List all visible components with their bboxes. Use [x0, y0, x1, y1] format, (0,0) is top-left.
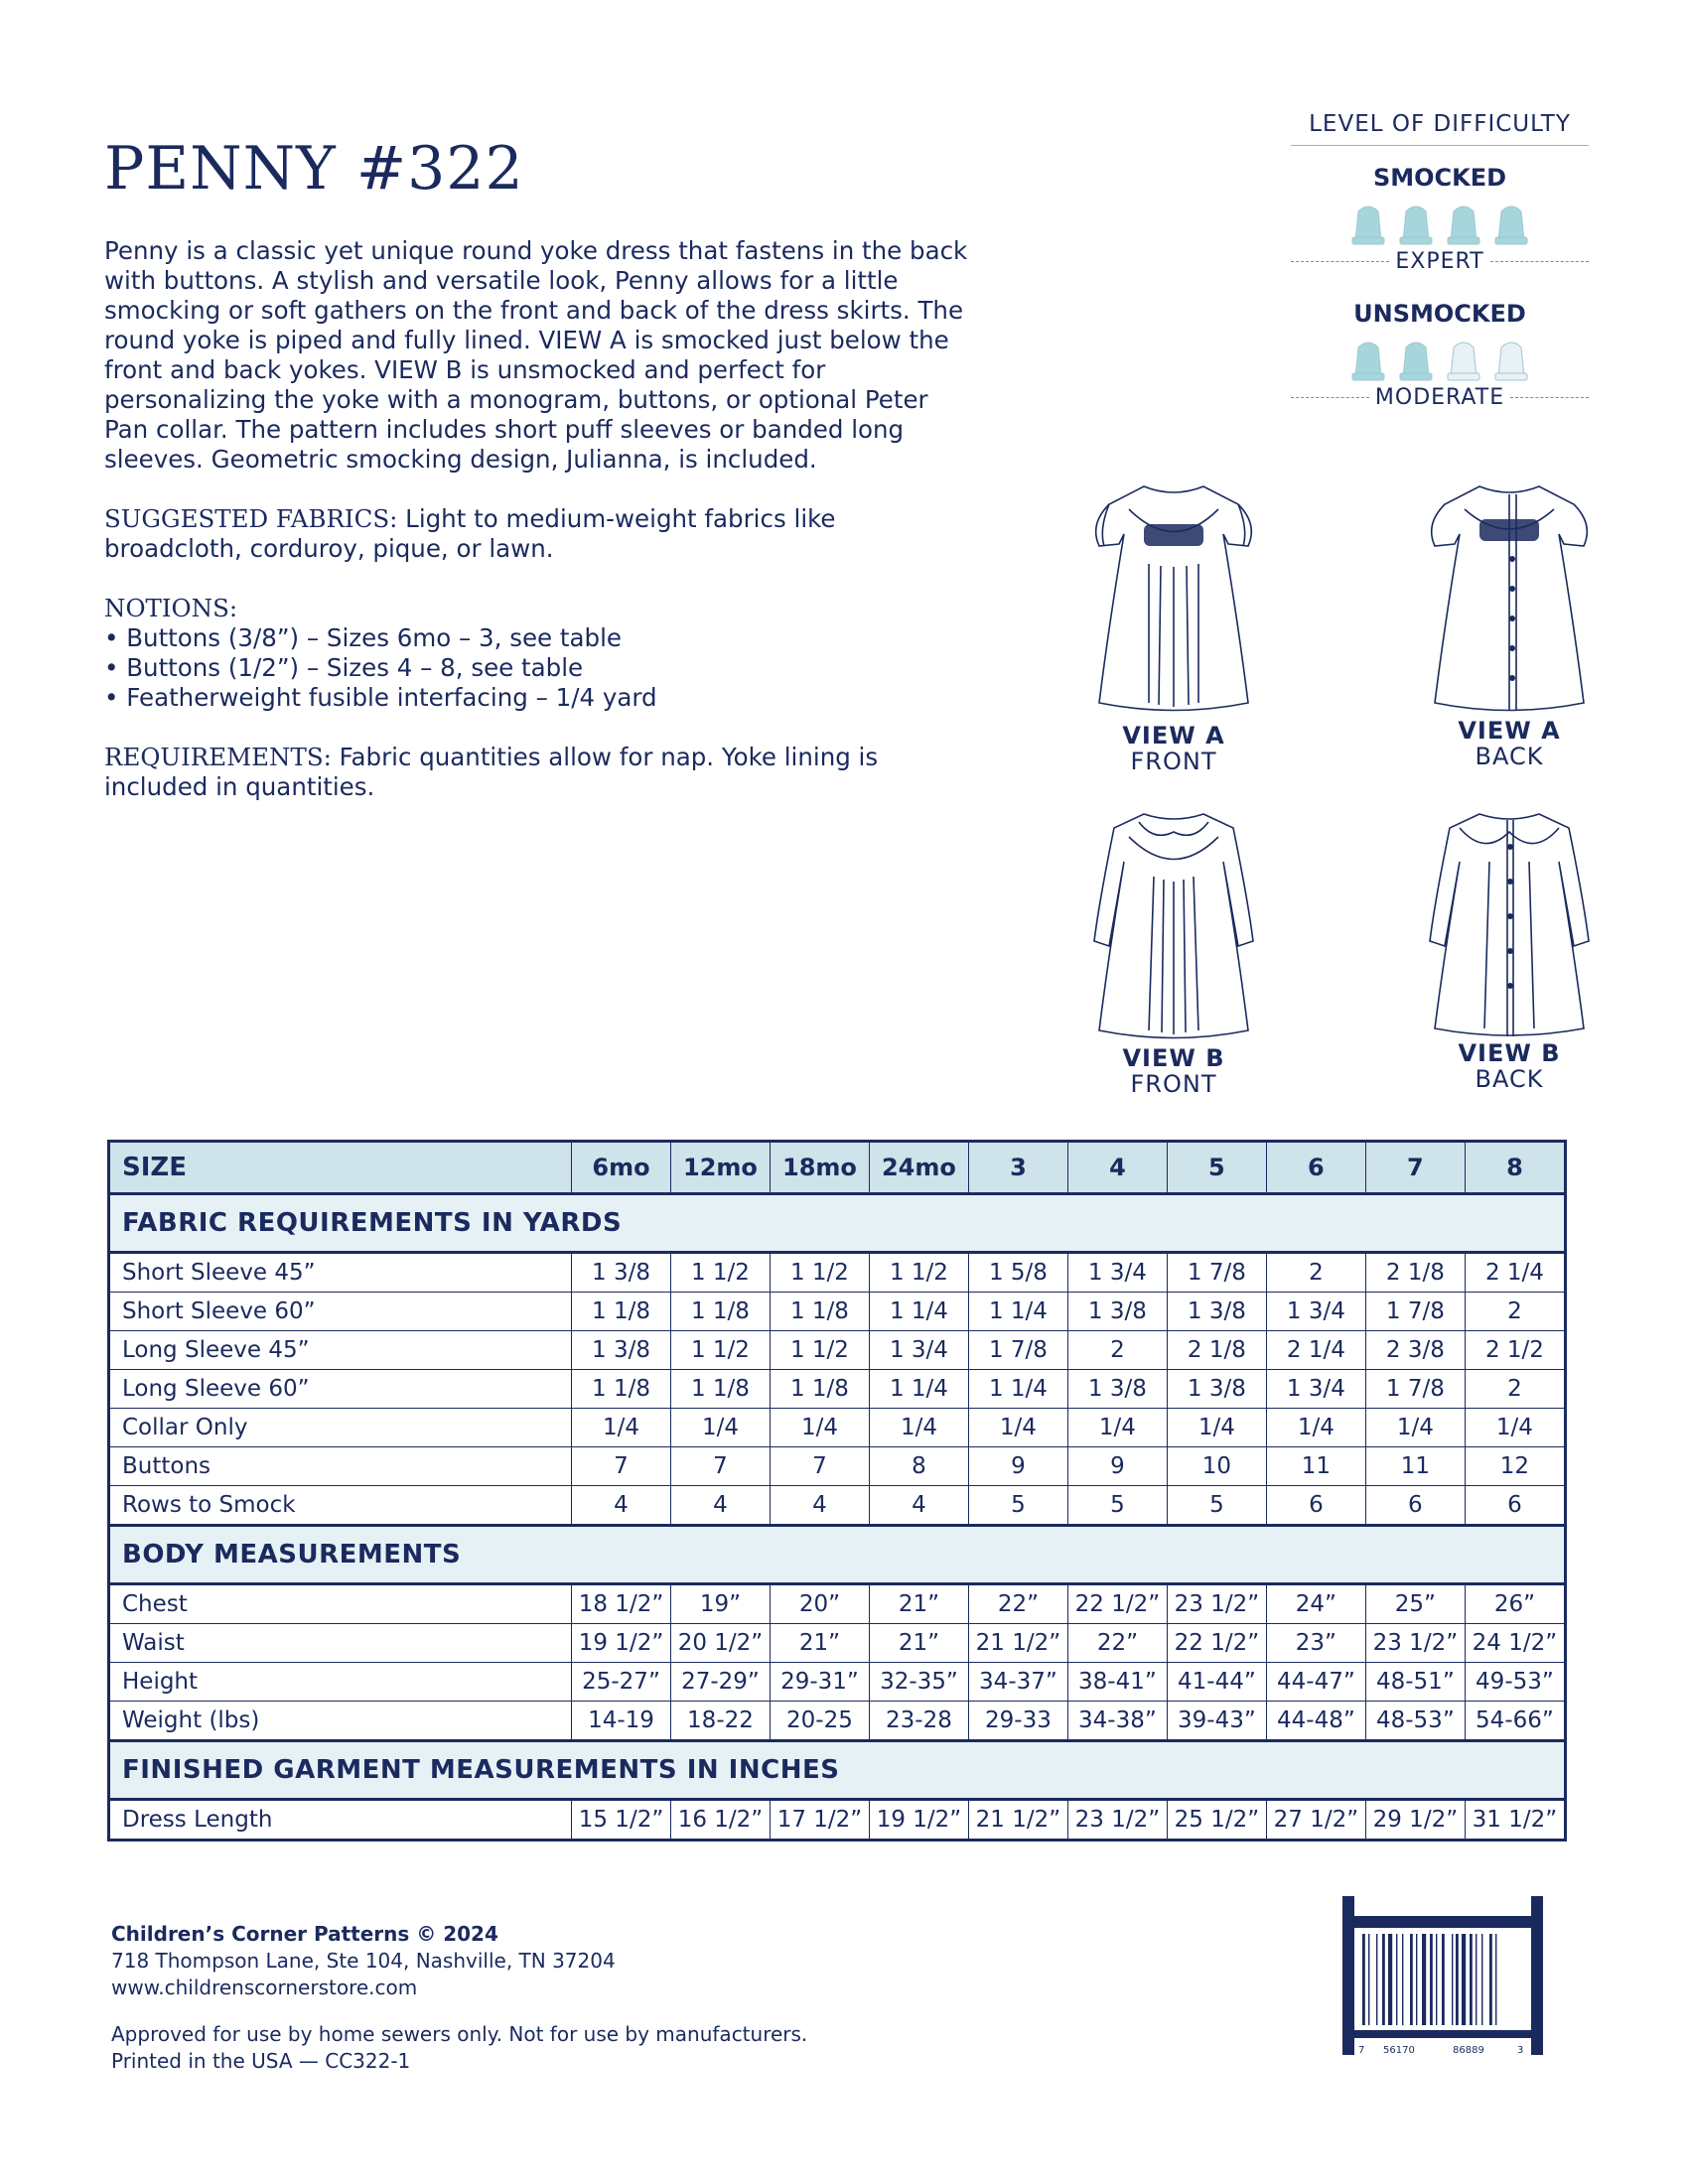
table-cell: 1 7/8	[1167, 1253, 1266, 1293]
table-cell: 1/4	[770, 1409, 869, 1447]
table-cell: 1 3/8	[1167, 1370, 1266, 1409]
barcode-bar	[1456, 1934, 1459, 2025]
barcode-graphic	[1338, 1896, 1547, 2055]
table-row-label: Height	[109, 1663, 572, 1702]
notions	[104, 594, 978, 713]
size-header-cell: 4	[1067, 1142, 1167, 1194]
table-cell: 44-47”	[1266, 1663, 1365, 1702]
table-row-label: Rows to Smock	[109, 1486, 572, 1526]
table-cell: 2 1/4	[1266, 1331, 1365, 1370]
table-cell: 1 3/8	[572, 1331, 671, 1370]
table-cell: 38-41”	[1067, 1663, 1167, 1702]
table-section-row	[109, 1194, 1566, 1253]
table-cell: 1 3/8	[572, 1253, 671, 1293]
requirements	[104, 743, 978, 802]
table-cell: 18-22	[670, 1702, 770, 1741]
table-cell: 1/4	[968, 1409, 1067, 1447]
table-cell: 2 1/2	[1465, 1331, 1565, 1370]
table-cell: 1 1/8	[670, 1370, 770, 1409]
table-cell: 2	[1266, 1253, 1365, 1293]
thimble-filled-icon	[1349, 338, 1387, 381]
table-cell: 11	[1266, 1447, 1365, 1486]
table-cell: 1/4	[670, 1409, 770, 1447]
table-cell: 1 1/2	[869, 1253, 968, 1293]
table-section-title: FINISHED GARMENT MEASUREMENTS IN INCHES	[109, 1741, 1566, 1800]
table-section-title: FABRIC REQUIREMENTS IN YARDS	[109, 1194, 1566, 1253]
notions-item: • Buttons (1/2”) – Sizes 4 – 8, see table	[104, 653, 584, 682]
table-cell: 29 1/2”	[1365, 1800, 1465, 1841]
requirements-text: Fabric quantities allow for nap. Yoke lining is included in quantities.	[104, 743, 879, 801]
table-cell: 6	[1465, 1486, 1565, 1526]
table-cell: 7	[770, 1447, 869, 1486]
suggested-fabrics	[104, 504, 978, 564]
table-cell: 1 1/4	[869, 1293, 968, 1331]
table-cell: 1 3/4	[1266, 1293, 1365, 1331]
table-row	[109, 1409, 1566, 1447]
size-chart	[107, 1140, 1567, 1842]
table-row-label: Waist	[109, 1624, 572, 1663]
table-cell: 1 1/4	[968, 1293, 1067, 1331]
view-b-front-label: VIEW B	[1122, 1044, 1225, 1072]
view-a-back-side: BACK	[1475, 743, 1544, 770]
barcode-bar	[1416, 1934, 1417, 2025]
table-cell: 21 1/2”	[968, 1624, 1067, 1663]
dress-view-a-back-illustration	[1425, 475, 1594, 718]
table-cell: 19”	[670, 1584, 770, 1624]
view-b-back	[1410, 802, 1609, 1092]
table-cell: 4	[869, 1486, 968, 1526]
table-cell: 15 1/2”	[572, 1800, 671, 1841]
table-cell: 2 1/4	[1465, 1253, 1565, 1293]
table-cell: 49-53”	[1465, 1663, 1565, 1702]
smocked-level-row	[1291, 249, 1589, 274]
view-a-front-label: VIEW A	[1122, 722, 1225, 750]
view-b-back-side: BACK	[1475, 1065, 1544, 1093]
size-header-cell: 12mo	[670, 1142, 770, 1194]
table-row-label: Collar Only	[109, 1409, 572, 1447]
barcode-digit: 86889	[1453, 2045, 1484, 2055]
table-row-label: Short Sleeve 60”	[109, 1293, 572, 1331]
table-cell: 24”	[1266, 1584, 1365, 1624]
table-cell: 25”	[1365, 1584, 1465, 1624]
table-cell: 1 3/8	[1067, 1293, 1167, 1331]
table-cell: 1/4	[1167, 1409, 1266, 1447]
notions-label: NOTIONS:	[104, 594, 238, 622]
table-cell: 8	[869, 1447, 968, 1486]
thimble-filled-icon	[1349, 202, 1387, 245]
smocked-level: EXPERT	[1395, 249, 1484, 274]
thimble-filled-icon	[1397, 202, 1435, 245]
table-cell: 48-51”	[1365, 1663, 1465, 1702]
table-cell: 22 1/2”	[1167, 1624, 1266, 1663]
table-cell: 11	[1365, 1447, 1465, 1486]
table-row-label: Dress Length	[109, 1800, 572, 1841]
size-header-row	[109, 1142, 1566, 1194]
table-cell: 2 1/8	[1365, 1253, 1465, 1293]
table-cell: 4	[572, 1486, 671, 1526]
table-cell: 1 1/4	[869, 1370, 968, 1409]
dress-view-a-front-illustration	[1089, 475, 1258, 723]
table-cell: 44-48”	[1266, 1702, 1365, 1741]
table-row-label: Short Sleeve 45”	[109, 1253, 572, 1293]
table-cell: 1 7/8	[1365, 1293, 1465, 1331]
dress-view-b-front-illustration	[1084, 802, 1263, 1045]
barcode-bar	[1442, 1934, 1445, 2025]
barcode-bar	[1422, 1934, 1426, 2025]
table-row	[109, 1702, 1566, 1741]
size-header-label: SIZE	[109, 1142, 572, 1194]
difficulty-panel	[1291, 111, 1589, 410]
table-cell: 21 1/2”	[968, 1800, 1067, 1841]
table-cell: 25 1/2”	[1167, 1800, 1266, 1841]
table-cell: 20 1/2”	[670, 1624, 770, 1663]
table-cell: 20-25	[770, 1702, 869, 1741]
table-cell: 26”	[1465, 1584, 1565, 1624]
company-website[interactable]: www.childrenscornerstore.com	[111, 1976, 418, 1999]
thimble-filled-icon	[1492, 202, 1530, 245]
view-a-front	[1074, 475, 1273, 774]
view-a-back	[1410, 475, 1609, 769]
table-cell: 1 1/8	[572, 1293, 671, 1331]
table-cell: 1 1/8	[770, 1370, 869, 1409]
table-cell: 1 3/4	[1067, 1253, 1167, 1293]
barcode-bar	[1382, 1934, 1385, 2025]
thimble-empty-icon	[1492, 338, 1530, 381]
smocked-rating	[1291, 202, 1589, 245]
table-cell: 4	[770, 1486, 869, 1526]
table-cell: 39-43”	[1167, 1702, 1266, 1741]
view-b-front-side: FRONT	[1130, 1070, 1217, 1098]
table-cell: 1 5/8	[968, 1253, 1067, 1293]
table-cell: 1/4	[1465, 1409, 1565, 1447]
table-cell: 2 3/8	[1365, 1331, 1465, 1370]
table-cell: 1 1/2	[670, 1253, 770, 1293]
difficulty-title: LEVEL OF DIFFICULTY	[1291, 111, 1589, 146]
barcode-bar	[1388, 1934, 1392, 2025]
footer	[111, 1921, 807, 2075]
table-cell: 23-28	[869, 1702, 968, 1741]
barcode-bar	[1462, 1934, 1466, 2025]
barcode-digit: 7	[1358, 2045, 1365, 2055]
notions-item: • Featherweight fusible interfacing – 1/4 yard	[104, 683, 657, 712]
description-block	[104, 236, 978, 832]
table-cell: 24 1/2”	[1465, 1624, 1565, 1663]
table-cell: 4	[670, 1486, 770, 1526]
barcode	[1338, 1896, 1547, 2059]
table-cell: 14-19	[572, 1702, 671, 1741]
table-section-title: BODY MEASUREMENTS	[109, 1526, 1566, 1584]
table-row	[109, 1624, 1566, 1663]
table-cell: 34-37”	[968, 1663, 1067, 1702]
table-cell: 23”	[1266, 1624, 1365, 1663]
table-cell: 2	[1067, 1331, 1167, 1370]
barcode-digit: 3	[1517, 2045, 1524, 2055]
table-cell: 5	[1167, 1486, 1266, 1526]
table-cell: 23 1/2”	[1365, 1624, 1465, 1663]
table-cell: 7	[572, 1447, 671, 1486]
table-row	[109, 1486, 1566, 1526]
dress-view-b-back-illustration	[1420, 802, 1599, 1040]
table-cell: 7	[670, 1447, 770, 1486]
table-cell: 5	[1067, 1486, 1167, 1526]
barcode-bar	[1396, 1934, 1397, 2025]
barcode-bottom-bar	[1348, 2030, 1537, 2038]
notions-list	[104, 623, 978, 713]
table-cell: 1 7/8	[968, 1331, 1067, 1370]
size-header-cell: 6mo	[572, 1142, 671, 1194]
barcode-bar	[1436, 1934, 1437, 2025]
table-cell: 6	[1266, 1486, 1365, 1526]
printed-notice: Printed in the USA — CC322-1	[111, 2049, 411, 2073]
table-row-label: Chest	[109, 1584, 572, 1624]
barcode-bar	[1489, 1934, 1492, 2025]
table-cell: 1/4	[1266, 1409, 1365, 1447]
barcode-bar	[1476, 1934, 1477, 2025]
barcode-bar	[1430, 1934, 1433, 2025]
smocked-label: SMOCKED	[1372, 164, 1507, 192]
size-header-cell: 5	[1167, 1142, 1266, 1194]
notions-item: • Buttons (3/8”) – Sizes 6mo – 3, see table	[104, 623, 622, 652]
table-cell: 21”	[869, 1584, 968, 1624]
table-row	[109, 1800, 1566, 1841]
table-cell: 1 1/2	[770, 1331, 869, 1370]
table-row-label: Long Sleeve 60”	[109, 1370, 572, 1409]
company-name: Children’s Corner Patterns © 2024	[111, 1922, 498, 1946]
thimble-filled-icon	[1397, 338, 1435, 381]
table-cell: 23 1/2”	[1067, 1800, 1167, 1841]
table-cell: 32-35”	[869, 1663, 968, 1702]
table-cell: 25-27”	[572, 1663, 671, 1702]
table-cell: 1 3/8	[1067, 1370, 1167, 1409]
table-row-label: Weight (lbs)	[109, 1702, 572, 1741]
barcode-bar	[1495, 1934, 1496, 2025]
table-cell: 9	[968, 1447, 1067, 1486]
table-cell: 1/4	[572, 1409, 671, 1447]
table-cell: 31 1/2”	[1465, 1800, 1565, 1841]
barcode-top-bar	[1348, 1916, 1537, 1928]
table-row-label: Long Sleeve 45”	[109, 1331, 572, 1370]
unsmocked-label: UNSMOCKED	[1353, 300, 1526, 328]
suggested-fabrics-label: SUGGESTED FABRICS:	[104, 504, 398, 533]
description-text: Penny is a classic yet unique round yoke dress that fastens in the back with buttons. A stylish and versatile look, Penny allows for a little smocking or soft gathers on the front and back of the dress skirts. The round yoke is piped and fully lined. VIEW A is smocked just below the front and back yokes. VIEW B is unsmocked and perfect for personalizing the yoke with a monogram, buttons, or optional Peter Pan collar. The pattern includes short puff sleeves or banded long sleeves. Geometric smocking design, Julianna, is included.	[104, 236, 968, 474]
table-row	[109, 1293, 1566, 1331]
company-address: 718 Thompson Lane, Ste 104, Nashville, TN 37204	[111, 1949, 616, 1973]
size-header-cell: 7	[1365, 1142, 1465, 1194]
table-cell: 20”	[770, 1584, 869, 1624]
table-cell: 27 1/2”	[1266, 1800, 1365, 1841]
table-cell: 2 1/8	[1167, 1331, 1266, 1370]
table-cell: 48-53”	[1365, 1702, 1465, 1741]
unsmocked-level-row	[1291, 385, 1589, 410]
table-cell: 21”	[770, 1624, 869, 1663]
table-cell: 54-66”	[1465, 1702, 1565, 1741]
table-cell: 2	[1465, 1370, 1565, 1409]
table-cell: 1 7/8	[1365, 1370, 1465, 1409]
barcode-bar	[1410, 1934, 1413, 2025]
unsmocked-level: MODERATE	[1374, 385, 1505, 410]
table-cell: 1 1/2	[670, 1331, 770, 1370]
size-table	[107, 1140, 1567, 1842]
table-cell: 1/4	[1365, 1409, 1465, 1447]
view-b-back-label: VIEW B	[1458, 1039, 1561, 1067]
table-cell: 12	[1465, 1447, 1565, 1486]
table-cell: 1 1/2	[770, 1253, 869, 1293]
size-header-cell: 24mo	[869, 1142, 968, 1194]
suggested-fabrics-text: Light to medium-weight fabrics like broadcloth, corduroy, pique, or lawn.	[104, 504, 836, 563]
table-cell: 17 1/2”	[770, 1800, 869, 1841]
table-cell: 1 1/8	[670, 1293, 770, 1331]
barcode-bar	[1402, 1934, 1403, 2025]
table-cell: 6	[1365, 1486, 1465, 1526]
table-row-label: Buttons	[109, 1447, 572, 1486]
view-a-front-side: FRONT	[1130, 748, 1217, 775]
page-title: PENNY #322	[104, 134, 524, 204]
unsmocked-rating	[1291, 338, 1589, 381]
barcode-digit: 56170	[1383, 2045, 1415, 2055]
table-cell: 29-31”	[770, 1663, 869, 1702]
table-row	[109, 1253, 1566, 1293]
table-row	[109, 1331, 1566, 1370]
table-cell: 22”	[1067, 1624, 1167, 1663]
size-header-cell: 8	[1465, 1142, 1565, 1194]
table-row	[109, 1584, 1566, 1624]
requirements-label: REQUIREMENTS:	[104, 743, 332, 771]
table-cell: 9	[1067, 1447, 1167, 1486]
table-cell: 19 1/2”	[572, 1624, 671, 1663]
table-cell: 23 1/2”	[1167, 1584, 1266, 1624]
table-cell: 1 1/4	[968, 1370, 1067, 1409]
barcode-bar	[1481, 1934, 1482, 2025]
table-cell: 1 3/4	[869, 1331, 968, 1370]
table-cell: 22”	[968, 1584, 1067, 1624]
table-cell: 1 3/4	[1266, 1370, 1365, 1409]
table-row	[109, 1447, 1566, 1486]
usage-notice: Approved for use by home sewers only. Not for use by manufacturers.	[111, 2022, 808, 2046]
table-cell: 16 1/2”	[670, 1800, 770, 1841]
table-cell: 1 3/8	[1167, 1293, 1266, 1331]
table-row	[109, 1370, 1566, 1409]
table-cell: 18 1/2”	[572, 1584, 671, 1624]
table-section-row	[109, 1526, 1566, 1584]
table-cell: 34-38”	[1067, 1702, 1167, 1741]
barcode-bar	[1376, 1934, 1377, 2025]
table-cell: 27-29”	[670, 1663, 770, 1702]
table-cell: 19 1/2”	[869, 1800, 968, 1841]
size-header-cell: 3	[968, 1142, 1067, 1194]
table-section-row	[109, 1741, 1566, 1800]
table-cell: 29-33	[968, 1702, 1067, 1741]
barcode-bar	[1452, 1934, 1453, 2025]
table-cell: 22 1/2”	[1067, 1584, 1167, 1624]
table-cell: 10	[1167, 1447, 1266, 1486]
table-cell: 41-44”	[1167, 1663, 1266, 1702]
table-cell: 1/4	[869, 1409, 968, 1447]
thimble-empty-icon	[1445, 338, 1482, 381]
barcode-bar	[1362, 1934, 1365, 2025]
table-cell: 1 1/8	[572, 1370, 671, 1409]
table-cell: 2	[1465, 1293, 1565, 1331]
thimble-filled-icon	[1445, 202, 1482, 245]
table-row	[109, 1663, 1566, 1702]
view-b-front	[1074, 802, 1273, 1097]
barcode-bar	[1368, 1934, 1369, 2025]
table-cell: 5	[968, 1486, 1067, 1526]
table-cell: 1/4	[1067, 1409, 1167, 1447]
size-header-cell: 18mo	[770, 1142, 869, 1194]
view-a-back-label: VIEW A	[1458, 717, 1561, 745]
table-cell: 21”	[869, 1624, 968, 1663]
size-header-cell: 6	[1266, 1142, 1365, 1194]
barcode-bar	[1470, 1934, 1473, 2025]
table-cell: 1 1/8	[770, 1293, 869, 1331]
